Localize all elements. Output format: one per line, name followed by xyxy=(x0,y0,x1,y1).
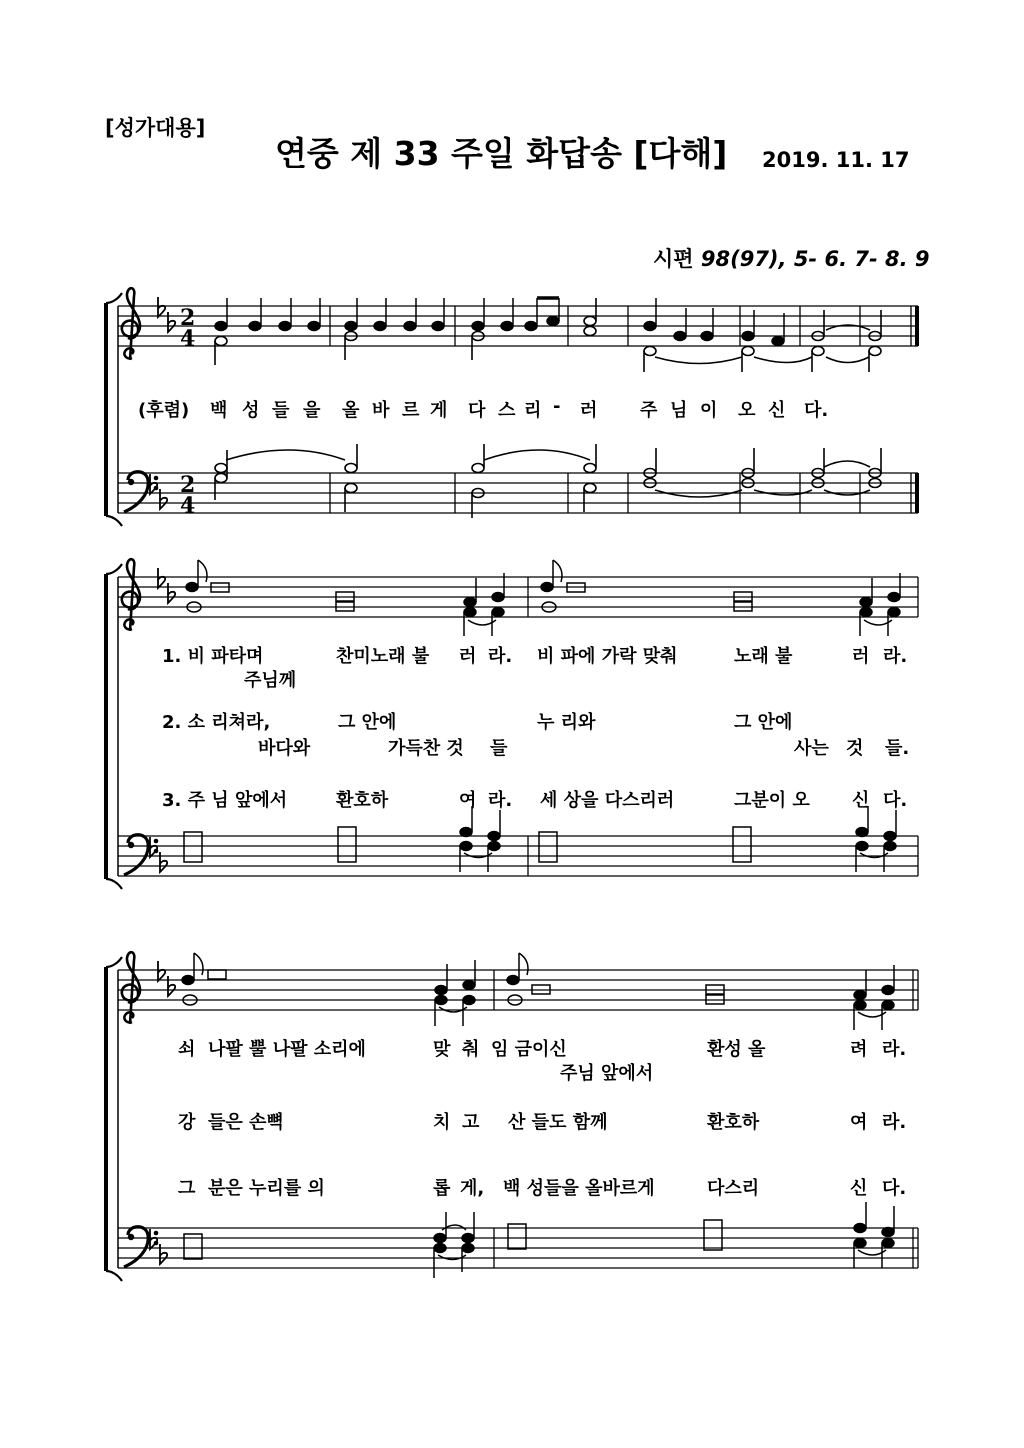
lyric-syllable: 롭 xyxy=(433,1178,451,1199)
lyric-syllable: 다 xyxy=(468,400,486,421)
lyric-syllable: 을 xyxy=(303,400,321,421)
lyric-syllable: 게 xyxy=(430,400,448,421)
system2-bass-staff xyxy=(118,836,918,876)
refrain-label: (후렴) xyxy=(138,400,190,421)
svg-text:2: 2 xyxy=(180,472,196,498)
lyric-syllable: 이 xyxy=(700,400,718,421)
lyric-syllable: 그 xyxy=(178,1178,196,1199)
lyric-syllable: 찬미노래 불 xyxy=(336,646,430,667)
lyric-syllable: 누 리와 xyxy=(537,712,596,733)
verse1-sub-lyric-system3: 주님 앞에서 xyxy=(560,1063,654,1084)
lyric-syllable: 들. xyxy=(885,738,910,759)
svg-text:4: 4 xyxy=(180,493,196,519)
lyric-syllable: 2. 소 리쳐라, xyxy=(162,712,271,733)
system3-bass-staff xyxy=(118,1228,918,1268)
date-label: 2019. 11. 17 xyxy=(762,148,910,172)
system1-bass-notes xyxy=(215,444,881,518)
lyric-syllable: 여 xyxy=(850,1112,868,1133)
lyric-syllable: 라. xyxy=(882,1112,907,1133)
lyric-syllable: 것 xyxy=(846,738,864,759)
lyric-syllable: 분은 누리를 의 xyxy=(208,1178,325,1199)
lyric-syllable: 산 들도 함께 xyxy=(508,1112,608,1133)
lyric-syllable: 가득찬 것 xyxy=(388,738,464,759)
system1-treble-notes xyxy=(215,298,881,372)
lyric-syllable: 3. 주 님 앞에서 xyxy=(162,790,288,811)
lyric-syllable: 러 xyxy=(459,646,477,667)
choir-tag: [성가대용] xyxy=(105,116,206,140)
system2-treble-staff xyxy=(118,577,918,617)
lyric-syllable: 들 xyxy=(272,400,290,421)
lyric-syllable: 게, xyxy=(460,1178,485,1199)
lyric-syllable: 르 xyxy=(402,400,420,421)
lyric-syllable: 들 xyxy=(490,738,508,759)
key-signature-flats xyxy=(150,297,175,1264)
lyric-syllable: 러 xyxy=(580,400,598,421)
lyric-syllable: 맞 xyxy=(433,1039,451,1060)
lyric-syllable: 라. xyxy=(883,646,908,667)
verse1-sub-lyric: 주님께 xyxy=(244,670,297,691)
lyric-syllable: 신 xyxy=(850,1178,868,1199)
psalm-label: 시편 xyxy=(653,247,694,271)
lyric-syllable: 그분이 오 xyxy=(734,790,810,811)
lyric-syllable: 주 xyxy=(640,400,658,421)
lyric-syllable: 바다와 xyxy=(258,738,311,759)
lyric-syllable: 신 xyxy=(768,400,786,421)
lyric-syllable: 들은 손뼉 xyxy=(208,1112,284,1133)
lyric-syllable: 환호하 xyxy=(336,790,389,811)
svg-text:4: 4 xyxy=(180,326,196,352)
lyric-syllable: 그 안에 xyxy=(338,712,397,733)
lyric-syllable: 성 xyxy=(242,400,260,421)
lyric-syllable: 님 xyxy=(670,400,688,421)
lyric-syllable: 라. xyxy=(882,1039,907,1060)
lyric-syllable: 1. 비 파타며 xyxy=(162,646,264,667)
lyric-syllable: 라. xyxy=(488,646,513,667)
lyric-syllable: - xyxy=(553,396,561,417)
lyric-syllable: 백 성들을 올바르게 xyxy=(503,1178,655,1199)
lyric-syllable: 신 xyxy=(852,790,870,811)
lyric-syllable: 환성 올 xyxy=(707,1039,766,1060)
lyric-syllable: 고 xyxy=(462,1112,480,1133)
lyric-syllable: 쇠 xyxy=(178,1039,196,1060)
system2-treble-notes xyxy=(186,560,900,636)
system3-bass-notes xyxy=(184,1202,894,1278)
lyric-syllable: 다. xyxy=(882,1178,907,1199)
lyric-syllable: 여 xyxy=(459,790,477,811)
system1-treble-staff xyxy=(118,306,918,346)
lyric-syllable: 려 xyxy=(850,1039,868,1060)
lyric-syllable: 노래 불 xyxy=(734,646,793,667)
psalm-verses: 98(97), 5- 6. 7- 8. 9 xyxy=(700,247,930,271)
lyric-syllable: 다. xyxy=(804,400,829,421)
lyric-syllable: 강 xyxy=(178,1112,196,1133)
lyric-syllable: 비 파에 가락 맞춰 xyxy=(537,646,678,667)
lyric-syllable: 임 금이신 xyxy=(491,1039,567,1060)
page-title: 연중 제 33 주일 화답송 [다해] xyxy=(275,134,728,173)
lyric-syllable: 백 xyxy=(210,400,228,421)
system-brackets xyxy=(106,293,122,1281)
svg-text:2: 2 xyxy=(180,305,196,331)
lyric-syllable: 바 xyxy=(372,400,390,421)
lyric-syllable: 라. xyxy=(488,790,513,811)
lyric-syllable: 다. xyxy=(883,790,908,811)
lyric-syllable: 치 xyxy=(433,1112,451,1133)
lyric-syllable: 나팔 뿔 나팔 소리에 xyxy=(208,1039,366,1060)
lyric-syllable: 그 안에 xyxy=(734,712,793,733)
system2-bass-notes xyxy=(184,806,896,872)
lyric-syllable: 스 xyxy=(498,400,516,421)
lyric-syllable: 세 상을 다스리러 xyxy=(540,790,675,811)
lyric-syllable: 오 xyxy=(738,400,756,421)
system3-treble-notes xyxy=(182,953,894,1030)
lyric-syllable: 사는 xyxy=(794,738,829,759)
lyric-syllable: 러 xyxy=(852,646,870,667)
lyric-syllable: 다스리 xyxy=(707,1178,760,1199)
system1-bass-staff xyxy=(118,473,918,513)
lyric-syllable: 환호하 xyxy=(707,1112,760,1133)
lyric-syllable: 춰 xyxy=(462,1039,480,1060)
lyric-syllable: 올 xyxy=(342,400,360,421)
lyric-syllable: 리 xyxy=(524,400,542,421)
